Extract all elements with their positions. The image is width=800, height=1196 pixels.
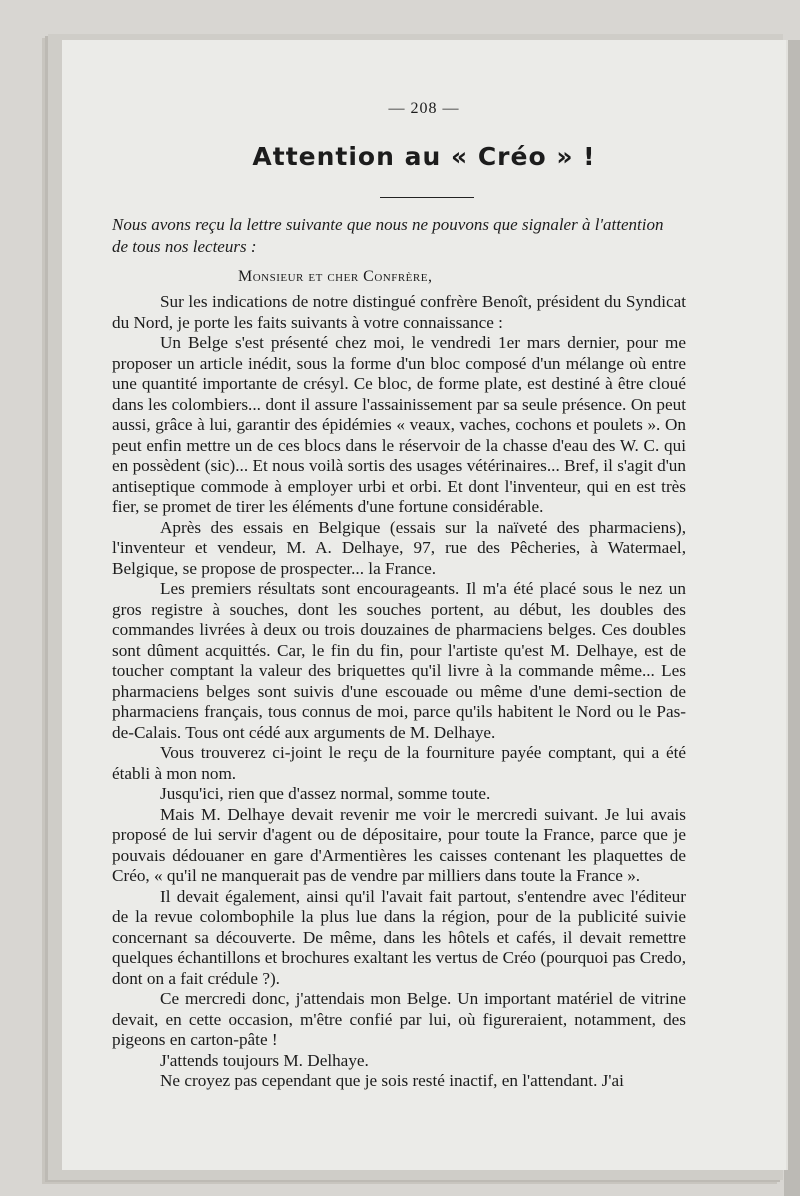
title-divider [380,197,474,198]
paragraph: Un Belge s'est présenté chez moi, le vendredi 1er mars dernier, pour me proposer un article inédit, sous la forme d'un bloc composé d'un mélange où entre une quantité importante de crésyl. Ce bloc, de forme plate, est destiné à être cloué dans les colombiers... dont il assure l'assainissement par sa seule présence. On peut aussi, grâce à lui, garantir des épidémies « veaux, vaches, cochons et poulets ». On peut enfin mettre un de ces blocs dans le réservoir de la chasse d'eau des W. C. qui en possèdent (sic)... Et nous voilà sortis des usages vétérinaires... Bref, il s'agit d'un antiseptique commode à employer urbi et orbi. Et dont l'inventeur, qui en est très fier, se promet de tirer les éléments d'une fortune considérable. [112,333,686,516]
paragraph: J'attends toujours M. Delhaye. [160,1050,369,1070]
paragraph: Il devait également, ainsi qu'il l'avait fait partout, s'entendre avec l'éditeur de la revue colombophile la plus lue dans la région, pour de la publicité suivie concernant sa découverte. De même, dans les hôtels et cafés, il devait remettre quelques échantillons et brochures exaltant les vertus de Créo (pourquoi pas Credo, dont on a fait crédule ?). [112,886,686,988]
paragraph: Les premiers résultats sont encourageants. Il m'a été placé sous le nez un gros registre à souches, dont les souches portent, au début, les doubles des commandes livrées à deux ou trois douzaines de pharmaciens belges. Ces doubles sont dûment acquittés. Car, le fin du fin, pour l'artiste qu'est M. Delhaye, est de toucher comptant la valeur des briquettes qu'il livre à la commande même... Les pharmaciens belges sont suivis d'une escouade ou même d'une demi-section de pharmaciens français, tous connus de moi, parce qu'ils habitent le Nord ou le Pas-de-Calais. Tous ont cédé aux arguments de M. Delhaye. [112,579,686,742]
letter-body [112,292,686,1092]
paragraph: Ce mercredi donc, j'attendais mon Belge. Un important matériel de vitrine devait, en cette occasion, m'être confié par lui, où figureraient, notamment, des pigeons en carton-pâte ! [112,989,686,1049]
paragraph: Vous trouverez ci-joint le reçu de la fourniture payée comptant, qui a été établi à mon nom. [112,743,686,783]
paragraph: Jusqu'ici, rien que d'assez normal, somme toute. [160,784,491,803]
article-title: Attention au « Créo » ! [252,142,596,171]
paragraph: Après des essais en Belgique (essais sur la naïveté des pharmaciens), l'inventeur et vendeur, M. A. Delhaye, 97, rue des Pêcheries, à Watermael, Belgique, se propose de prospecter... la France. [112,517,686,578]
page-number: — 208 — [388,100,460,117]
paragraph: Ne croyez pas cependant que je sois resté inactif, en l'attendant. J'ai [160,1071,624,1090]
letter-salutation: Monsieur et cher Confrère, [238,268,433,285]
right-page-edge [784,40,800,1196]
intro-note: Nous avons reçu la lettre suivante que nous ne pouvons que signaler à l'attention de tous nos lecteurs : [112,215,664,256]
paragraph: Mais M. Delhaye devait revenir me voir le mercredi suivant. Je lui avais proposé de lui servir d'agent ou de dépositaire, pour toute la France, parce que je pouvais dédouaner en gare d'Armentières les caisses contenant les plaquettes de Créo, « qu'il ne manquerait pas de vendre par milliers dans toute la France ». [112,804,686,885]
paragraph: Sur les indications de notre distingué confrère Benoît, président du Syndicat du Nord, je porte les faits suivants à votre connaissance : [112,292,686,332]
